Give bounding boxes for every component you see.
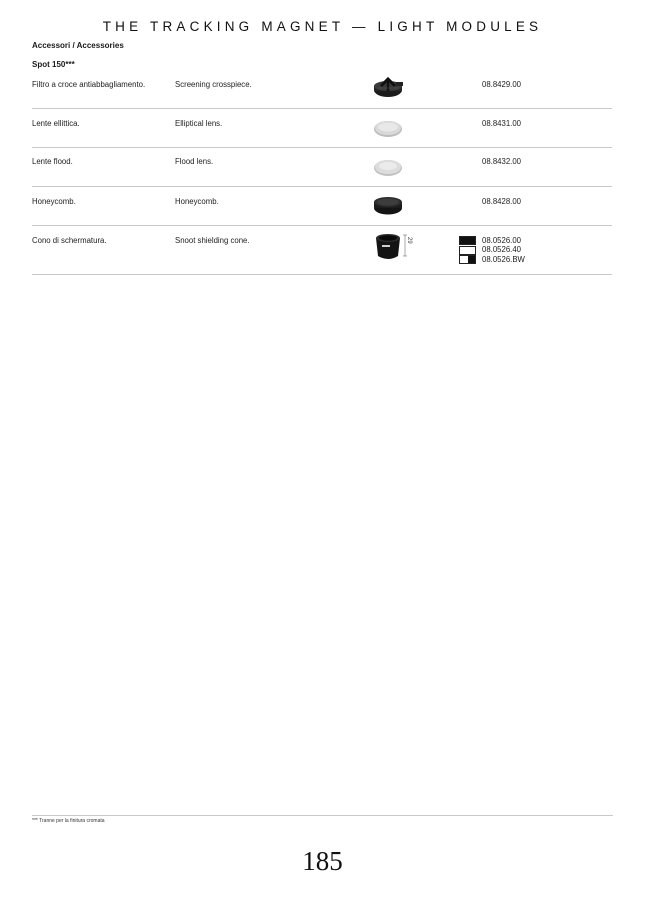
label-english: Flood lens.: [175, 157, 214, 166]
product-code: 08.8432.00: [482, 157, 522, 166]
label-english: Elliptical lens.: [175, 119, 223, 128]
page-header-title: THE TRACKING MAGNET — LIGHT MODULES: [102, 19, 543, 34]
honeycomb-image: [372, 194, 408, 221]
product-code: 08.8428.00: [482, 197, 522, 206]
label-italian: Honeycomb.: [32, 197, 76, 206]
accessories-table: [32, 71, 612, 275]
label-italian: Filtro a croce antiabbagliamento.: [32, 80, 146, 89]
table-row: [32, 109, 612, 148]
label-italian: Lente flood.: [32, 157, 73, 166]
table-row: [32, 71, 612, 109]
table-row: [32, 187, 612, 226]
crosspiece-filter-image: [372, 75, 408, 106]
table-row: [32, 148, 612, 187]
label-english: Honeycomb.: [175, 197, 219, 206]
page-number: 185: [302, 846, 343, 876]
finish-swatches: [459, 236, 482, 264]
footer-divider: [32, 815, 613, 816]
product-code: 08.8431.00: [482, 119, 522, 128]
table-row: [32, 226, 612, 275]
product-code: 08.0526.BW: [482, 254, 525, 264]
finish-swatch-black: [459, 236, 476, 245]
subsection-title: Spot 150***: [32, 60, 75, 69]
finish-swatch-white-black: [459, 255, 476, 264]
product-code-list: [482, 236, 525, 264]
label-english: Screening crosspiece.: [175, 80, 252, 89]
elliptical-lens-image: [372, 117, 408, 144]
product-code: 08.0526.40: [482, 245, 522, 255]
footnote: *** Tranne per la finitura cromata: [32, 818, 105, 824]
dimension-label: 29: [406, 237, 412, 244]
label-italian: Lente ellittica.: [32, 119, 80, 128]
label-italian: Cono di schermatura.: [32, 236, 107, 245]
finish-swatch-white: [459, 246, 476, 255]
label-english: Snoot shielding cone.: [175, 236, 250, 245]
product-code: 08.8429.00: [482, 80, 522, 89]
section-title: Accessori / Accessories: [32, 41, 124, 50]
flood-lens-image: [372, 156, 408, 183]
product-code: 08.0526.00: [482, 236, 522, 245]
